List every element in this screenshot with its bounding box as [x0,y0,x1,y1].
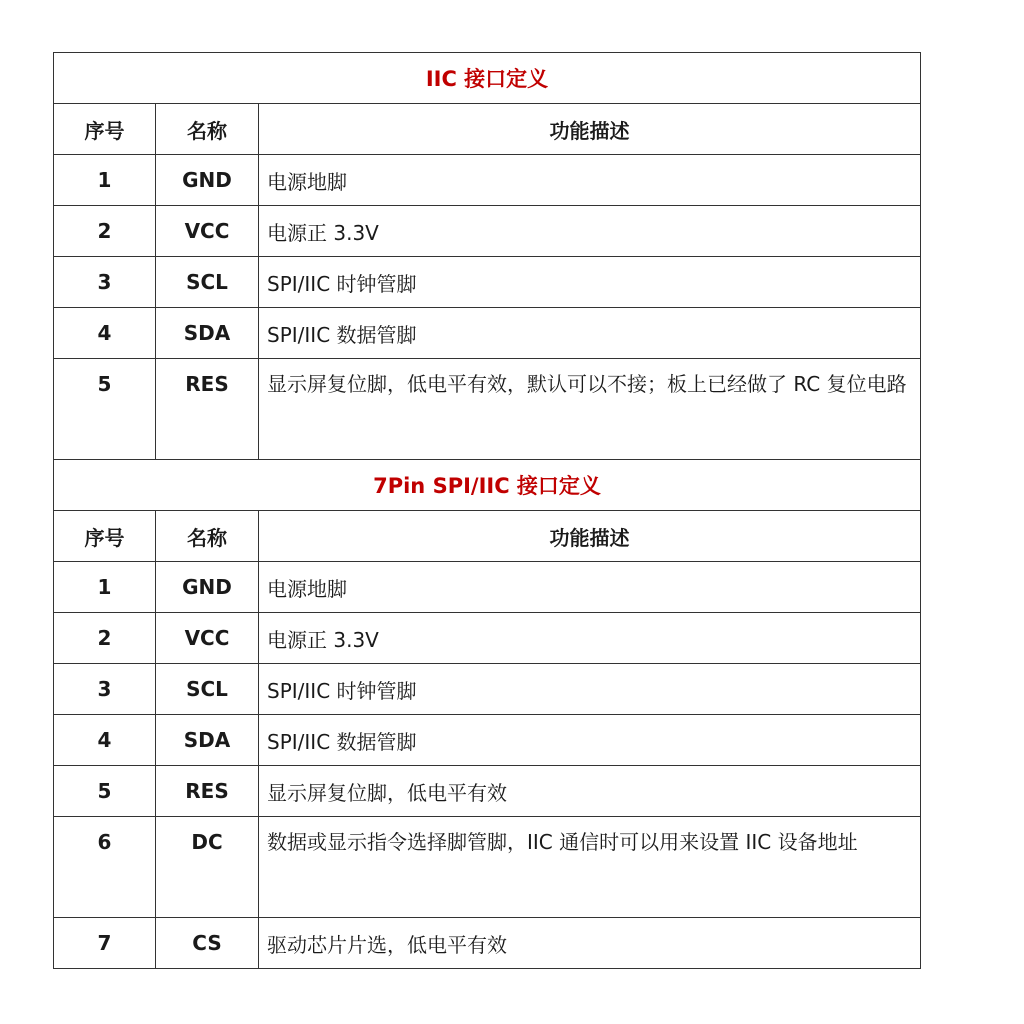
pin-description: 显示屏复位脚，低电平有效，默认可以不接；板上已经做了 RC 复位电路 [259,359,921,460]
pin-number: 7 [54,918,156,969]
table-row [54,206,921,257]
header-index: 序号 [54,511,156,562]
pin-number: 5 [54,766,156,817]
pin-description: SPI/IIC 时钟管脚 [259,257,921,308]
header-name: 名称 [156,104,259,155]
section-title-row [54,460,921,511]
pin-number: 2 [54,206,156,257]
pin-name: SDA [156,308,259,359]
pin-number: 4 [54,715,156,766]
pin-name: GND [156,155,259,206]
pin-description: 数据或显示指令选择脚管脚，IIC 通信时可以用来设置 IIC 设备地址 [259,817,921,918]
pin-number: 3 [54,257,156,308]
pin-name: SCL [156,664,259,715]
pin-description: 电源正 3.3V [259,613,921,664]
pin-number: 1 [54,562,156,613]
table-row [54,257,921,308]
spi-section-title: 7Pin SPI/IIC 接口定义 [54,460,921,511]
pin-name: SDA [156,715,259,766]
pin-description: 电源地脚 [259,155,921,206]
table-row [54,664,921,715]
pin-description: 电源地脚 [259,562,921,613]
pin-name: GND [156,562,259,613]
pin-name: SCL [156,257,259,308]
pin-name: CS [156,918,259,969]
pin-name: VCC [156,206,259,257]
header-row [54,104,921,155]
pin-description: SPI/IIC 数据管脚 [259,308,921,359]
pin-description: SPI/IIC 时钟管脚 [259,664,921,715]
table-row [54,562,921,613]
table-row [54,613,921,664]
iic-section-title: IIC 接口定义 [54,53,921,104]
pin-description: SPI/IIC 数据管脚 [259,715,921,766]
pin-definition-table [53,52,921,969]
pin-number: 2 [54,613,156,664]
table-row [54,308,921,359]
pin-number: 1 [54,155,156,206]
pin-description: 驱动芯片片选，低电平有效 [259,918,921,969]
pin-name: RES [156,766,259,817]
table-row [54,715,921,766]
table-row [54,817,921,918]
header-name: 名称 [156,511,259,562]
pin-name: DC [156,817,259,918]
table-row [54,155,921,206]
table-row [54,359,921,460]
header-description: 功能描述 [259,511,921,562]
pin-name: RES [156,359,259,460]
pin-description: 显示屏复位脚，低电平有效 [259,766,921,817]
pin-number: 6 [54,817,156,918]
pin-number: 3 [54,664,156,715]
pin-name: VCC [156,613,259,664]
header-index: 序号 [54,104,156,155]
pin-number: 5 [54,359,156,460]
pin-number: 4 [54,308,156,359]
header-description: 功能描述 [259,104,921,155]
header-row [54,511,921,562]
section-title-row [54,53,921,104]
table-row [54,918,921,969]
pin-description: 电源正 3.3V [259,206,921,257]
table-row [54,766,921,817]
